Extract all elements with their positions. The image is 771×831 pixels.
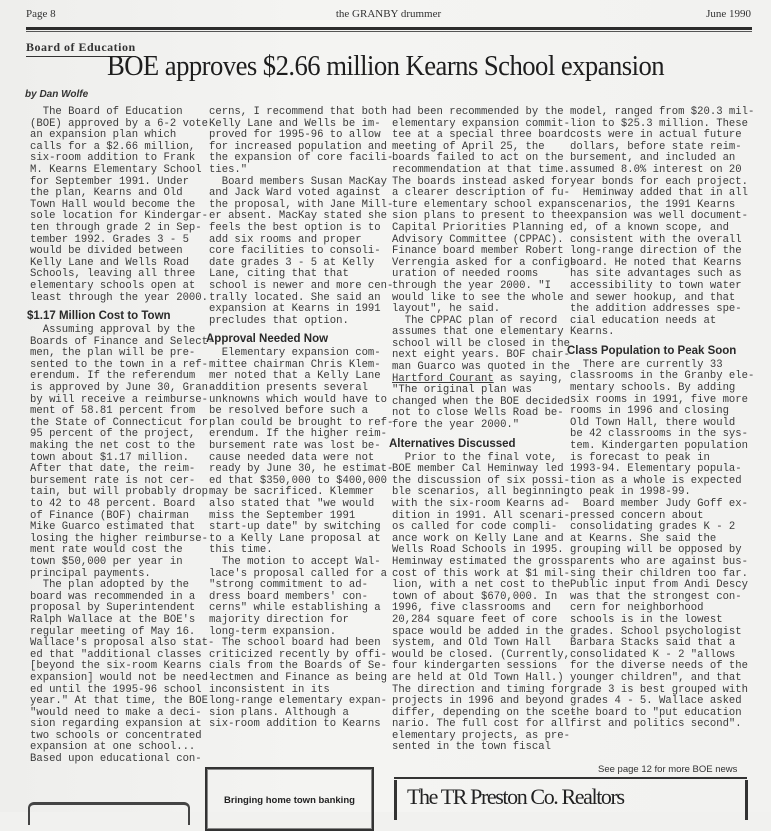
ad-divider (394, 777, 747, 779)
advertisement-left (28, 802, 190, 825)
continued-link[interactable]: See page 12 for more BOE news (598, 764, 738, 775)
article-paragraph: Board member Judy Goff ex- pressed concern about consolidating grades K - 2 at Kearns. She said the grouping will be opposed by parents who are against bus- sing their children too far. Public input from Andi Descy was that the strongest con- cern for neighborhood schools is in the lowest grades. School psychologist Barbara Stacks said that a consolidated K - 2 "allows for the diverse needs of the younger children", and that grade 3 is best grouped with grades 4 - 5. Wallace asked the board to "put education first and politics second". (570, 498, 749, 731)
article-headline: BOE approves $2.66 million Kearns School expansion (106, 50, 665, 82)
article-paragraph: There are currently 33 classrooms in the Granby ele- mentary schools. By adding six rooms in 1991, five more rooms in 1996 and closing Old Town Hall, there would be 42 classrooms in the sys- tem. Kindergarten population is forecast to peak in 1993-94. Elementary popula- tion as a whole is expected to peak in 1998-99. (570, 358, 755, 499)
article-paragraph: The motion to accept Wal- lace's proposal called for a "strong commitment to ad- dress board members' con- cerns" while establishing a majority direction for long-term expansion. (209, 555, 388, 638)
article-subhead: $1.17 Million Cost to Town (27, 310, 171, 323)
article-paragraph: Assuming approval by the Boards of Finance and Select- men, the plan will be pre- sented to the town in a ref- erendum. If the referendum is approved by June 30, Gran- by will receive a reimburse- ment of 58.81 percent from the State of Connecticut for 95 percent of the project, making the net cost to the town about $1.17 million. After that date, the reim- bursement rate is not cer- tain, but will probably drop to 42 to 48 percent. Board of Finance (BOF) chairman Mike Guarco estimated that losing the higher reimburse- ment rate would cost the town $50,000 per year in principal payments. (30, 324, 215, 580)
masthead (26, 8, 751, 22)
article-column-2 (206, 106, 394, 731)
advertisement-bank (205, 767, 374, 831)
masthead-rule (26, 27, 752, 30)
page-number: Page 8 (26, 8, 56, 20)
paragraph-text: as saying, "The original plan was changed when the BOE decided not to close Wells Road be- fore the year 2000." (392, 372, 571, 432)
article-column-3 (389, 106, 577, 754)
article-paragraph: cerns, I recommend that both Kelly Lane and Wells be im- proved for 1995-96 to allow for increased population and the expansion of core facili- ties." (209, 106, 394, 176)
realtor-ad-text: The TR Preston Co. Realtors (407, 784, 624, 809)
article-paragraph: Board members Susan MacKay and Jack Ward voted against the proposal, with Jane Mill- er absent. MacKay stated she feels the best option is to add six rooms and proper core facilities to consoli- date grades 3 - 5 at Kelly Lane, citing that that school is newer and more cen- trally located. She said an expansion at Kearns in 1991 precludes that option. (209, 175, 394, 327)
bank-ad-text: Bringing home town banking (224, 795, 355, 806)
article-paragraph: model, ranged from $20.3 mil- lion to $25.3 million. These costs were in actual future dollars, before state reim- bursement, and included an assumed 8.0% interest on 20 year bonds for each project. (570, 106, 755, 188)
article-column-1 (27, 106, 215, 766)
issue-date: June 1990 (706, 8, 751, 20)
article-subhead: Alternatives Discussed (389, 437, 516, 450)
article-paragraph: The school board had been criticized recently by offi- cials from the Boards of Se- lectmen and Finance as being inconsistent in its long-range elementary expan- sion plans. Although a six-room addition to Kearns (209, 637, 388, 731)
newspaper-name: the GRANBY drummer (335, 8, 442, 20)
article-byline: by Dan Wolfe (25, 89, 89, 100)
article-paragraph: had been recommended by the elementary expansion commit- tee at a special three board meeting of April 25, the boards failed to act on the recommendation at that time. The boards instead asked for a clearer description of fu- ture elementary school expan- sion plans to present to the Capital Priorities Planning Advisory Committee (CPPAC). Finance board member Robert Verrengia asked for a config- uration of needed rooms through the year 2000. "I would like to see the whole layout", he said. (392, 106, 577, 316)
article-subhead: Class Population to Peak Soon (567, 344, 737, 357)
article-paragraph: The plan adopted by the board was recommended in a proposal by Superintendent Ralph Wallace at the BOE's regular meeting of May 16. Wallace's proposal also stat- ed that "additional classes [beyond the six-room Kearns expansion] would not be need- ed until the 1995-96 school year." At that time, the BOE "would need to make a deci- sion regarding expansion at two schools or concentrated expansion at one school... Based upon educational con- (30, 579, 215, 766)
article-paragraph: The CPPAC plan of record assumes that one elementary school will be closed in the next eight years. BOF chair- man Guarco was quoted in the (392, 314, 571, 374)
article-paragraph: The Board of Education (BOE) approved by a 6-2 vote an expansion plan which calls for a $2.66 million, six-room addition to Frank M. Kearns Elementary School for September 1991. Under the plan, Kearns and Old Town Hall would become the sole location for Kindergar- ten through grade 2 in Sep- tember 1992. Grades 3 - 5 would be divided between Kelly Lane and Wells Road Schools, leaving all three elementary schools open at least through the year 2000. (30, 106, 209, 304)
masthead-rule-thin (26, 31, 752, 32)
article-paragraph (392, 372, 571, 432)
advertisement-realtor (394, 780, 748, 820)
publication-title: Hartford Courant (392, 372, 494, 385)
article-column-4 (567, 106, 755, 731)
article-paragraph: Prior to the final vote, BOE member Cal Heminway led the discussion of six possi- ble scenarios, all beginning with the six-room Kearns ad- dition in 1991. All scenari- os called for code compli- ance work on Kelly Lane and Wells Road Schools in 1995. Heminway estimated the gross cost of this work at $1 mil- lion, with a net cost to the town of about $670,000. In 1996, five classrooms and 20,284 square feet of core space would be added in the system, and Old Town Hall would be closed. (Currently, four kindergarten sessions are held at Old Town Hall.) The direction and timing for projects in 1996 and beyond differ, depending on the sce- nario. The full cost for all elementary projects, as pre- sented in the town fiscal (392, 451, 577, 754)
article-paragraph: Elementary expansion com- mittee chairman Chris Klem- mer noted that a Kelly Lane addition presents several unknowns which would have to be resolved before such a plan could be brought to ref- erendum. If the higher reim- bursement rate was lost be- cause needed data were not ready by June 30, he estimat- ed that $350,000 to $400,000 may be sacrificed. Klemmer also stated that "we would miss the September 1991 start-up date" by switching to a Kelly Lane proposal at this time. (209, 347, 394, 557)
article-paragraph: Heminway added that in all scenarios, the 1991 Kearns expansion was well document- ed, of a known scope, and consistent with the overall long-range direction of the board. He noted that Kearns has site advantages such as accessibility to town water and sewer hookup, and that the addition addresses spe- cial education needs at Kearns. (570, 187, 749, 339)
section-label: Board of Education (26, 40, 136, 57)
article-subhead: Approval Needed Now (206, 333, 329, 346)
